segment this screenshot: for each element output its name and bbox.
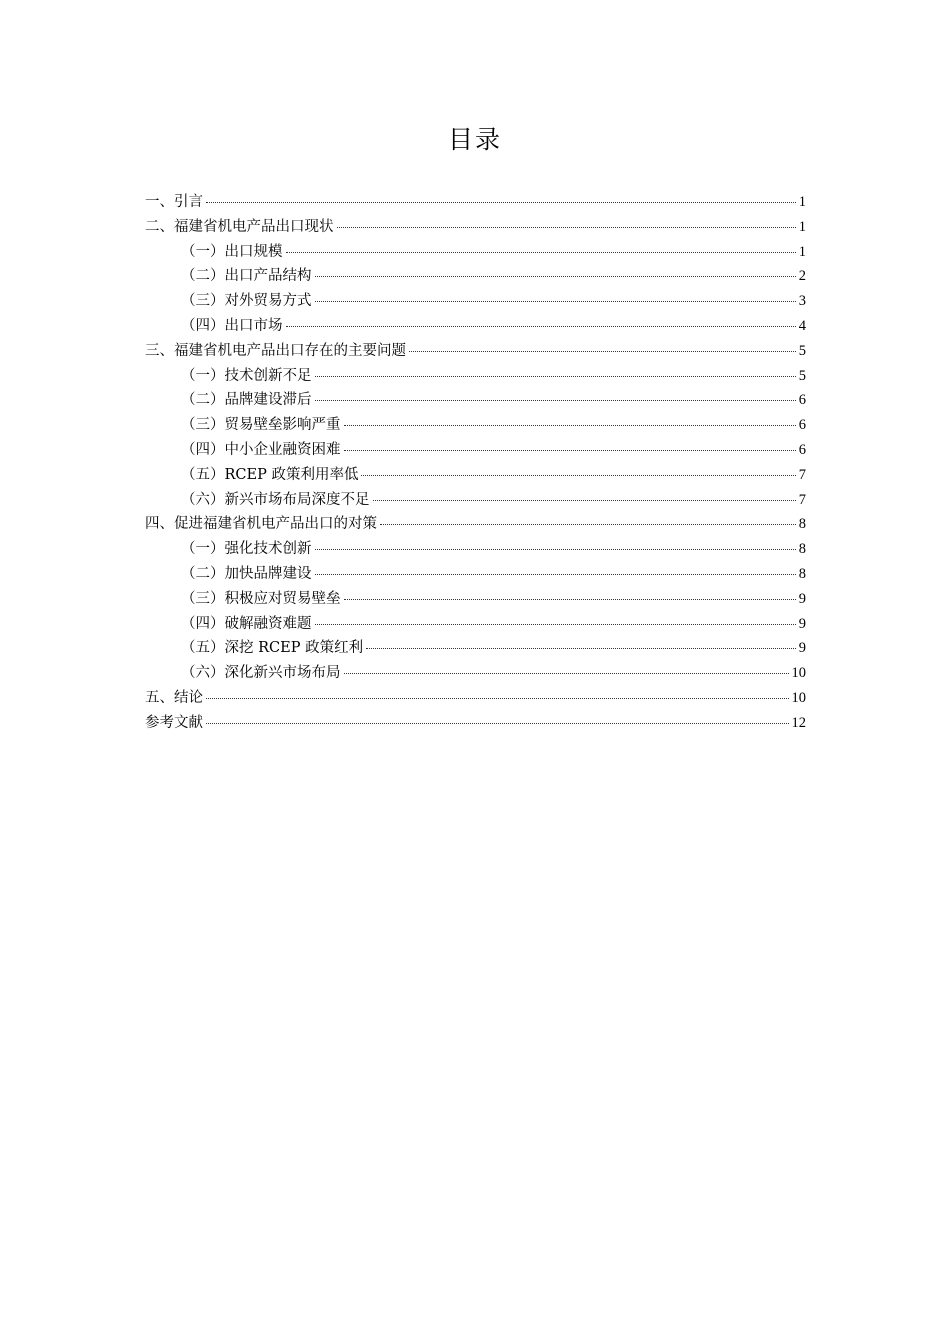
toc-entry-page-number: 1	[798, 243, 806, 260]
toc-entry-label: （三）对外贸易方式	[181, 293, 312, 310]
toc-entry[interactable]	[145, 711, 806, 736]
toc-entry-label: 二、福建省机电产品出口现状	[145, 218, 334, 235]
toc-entry-label: 参考文献	[145, 714, 203, 731]
toc-entry-label: 一、引言	[145, 194, 203, 210]
dot-leader	[315, 573, 796, 575]
toc-subentry[interactable]	[145, 587, 806, 612]
toc-subentry[interactable]	[145, 661, 806, 686]
toc-entry-page-number: 1	[798, 218, 806, 235]
toc-entry-page-number: 8	[798, 541, 806, 558]
toc-subentry[interactable]	[145, 537, 806, 562]
dot-leader	[344, 672, 789, 674]
toc-entry-page-number: 10	[791, 689, 806, 706]
toc-entry-label: （一）技术创新不足	[181, 367, 312, 384]
toc-subentry[interactable]	[145, 488, 806, 513]
toc-entry-label: 五、结论	[145, 689, 203, 706]
toc-entry-page-number: 1	[798, 194, 806, 210]
dot-leader	[380, 523, 796, 525]
dot-leader	[206, 697, 789, 699]
toc-entry-page-number: 7	[798, 466, 806, 483]
toc-entry-label: （五）深挖 RCEP 政策红利	[181, 640, 364, 657]
dot-leader	[315, 300, 796, 302]
toc-entry[interactable]	[145, 339, 806, 364]
toc-subentry[interactable]	[145, 314, 806, 339]
dot-leader	[286, 325, 796, 327]
toc-entry-page-number: 5	[798, 342, 806, 359]
toc-entry-label: （二）加快品牌建设	[181, 565, 312, 582]
dot-leader	[409, 350, 796, 352]
dot-leader	[206, 722, 789, 724]
dot-leader	[315, 375, 796, 377]
dot-leader	[337, 226, 796, 228]
toc-entry-label: （四）破解融资难题	[181, 615, 312, 632]
toc-entry-label: （二）出口产品结构	[181, 268, 312, 285]
toc-entry-page-number: 5	[798, 367, 806, 384]
toc-entry-page-number: 6	[798, 417, 806, 434]
toc-subentry[interactable]	[145, 562, 806, 587]
toc-subentry[interactable]	[145, 612, 806, 637]
toc-entry-page-number: 9	[798, 615, 806, 632]
toc-entry[interactable]	[145, 686, 806, 711]
toc-subentry[interactable]	[145, 463, 806, 488]
toc-entry-label: （四）中小企业融资困难	[181, 441, 341, 458]
toc-entry-page-number: 4	[798, 317, 806, 334]
toc-entry-page-number: 6	[798, 441, 806, 458]
toc-entry-label: （一）强化技术创新	[181, 541, 312, 558]
dot-leader	[315, 399, 796, 401]
toc-entry-label: 四、促进福建省机电产品出口的对策	[145, 516, 377, 533]
dot-leader	[315, 275, 796, 277]
toc-entry-page-number: 12	[791, 714, 806, 731]
page-title: 目录	[447, 125, 502, 154]
toc-entry-label: （一）出口规模	[181, 243, 283, 260]
table-of-contents	[145, 190, 806, 736]
toc-entry-label: （二）品牌建设滞后	[181, 392, 312, 409]
toc-entry-page-number: 9	[798, 640, 806, 657]
toc-entry-label: （六）深化新兴市场布局	[181, 665, 341, 682]
toc-entry-label: 三、福建省机电产品出口存在的主要问题	[145, 342, 406, 359]
dot-leader	[206, 201, 796, 203]
toc-entry-label: （三）积极应对贸易壁垒	[181, 590, 341, 607]
toc-entry[interactable]	[145, 215, 806, 240]
toc-entry-page-number: 8	[798, 516, 806, 533]
dot-leader	[366, 647, 796, 649]
toc-entry-page-number: 10	[791, 665, 806, 682]
toc-subentry[interactable]	[145, 438, 806, 463]
dot-leader	[315, 548, 796, 550]
toc-entry-page-number: 3	[798, 293, 806, 310]
toc-entry-label: （四）出口市场	[181, 317, 283, 334]
toc-entry-page-number: 2	[798, 268, 806, 285]
toc-subentry[interactable]	[145, 240, 806, 265]
dot-leader	[344, 598, 796, 600]
toc-entry-page-number: 8	[798, 565, 806, 582]
toc-subentry[interactable]	[145, 264, 806, 289]
dot-leader	[344, 424, 796, 426]
toc-subentry[interactable]	[145, 636, 806, 661]
toc-entry[interactable]	[145, 190, 806, 215]
dot-leader	[373, 499, 796, 501]
toc-subentry[interactable]	[145, 388, 806, 413]
toc-entry-page-number: 9	[798, 590, 806, 607]
dot-leader	[286, 251, 796, 253]
toc-subentry[interactable]	[145, 413, 806, 438]
toc-subentry[interactable]	[145, 289, 806, 314]
toc-subentry[interactable]	[145, 364, 806, 389]
toc-entry-label: （三）贸易壁垒影响严重	[181, 417, 341, 434]
toc-entry-label: （六）新兴市场布局深度不足	[181, 491, 370, 508]
toc-entry-label: （五）RCEP 政策利用率低	[181, 466, 359, 483]
toc-entry[interactable]	[145, 512, 806, 537]
dot-leader	[344, 449, 796, 451]
toc-entry-page-number: 7	[798, 491, 806, 508]
dot-leader	[361, 474, 795, 476]
dot-leader	[315, 623, 796, 625]
toc-entry-page-number: 6	[798, 392, 806, 409]
